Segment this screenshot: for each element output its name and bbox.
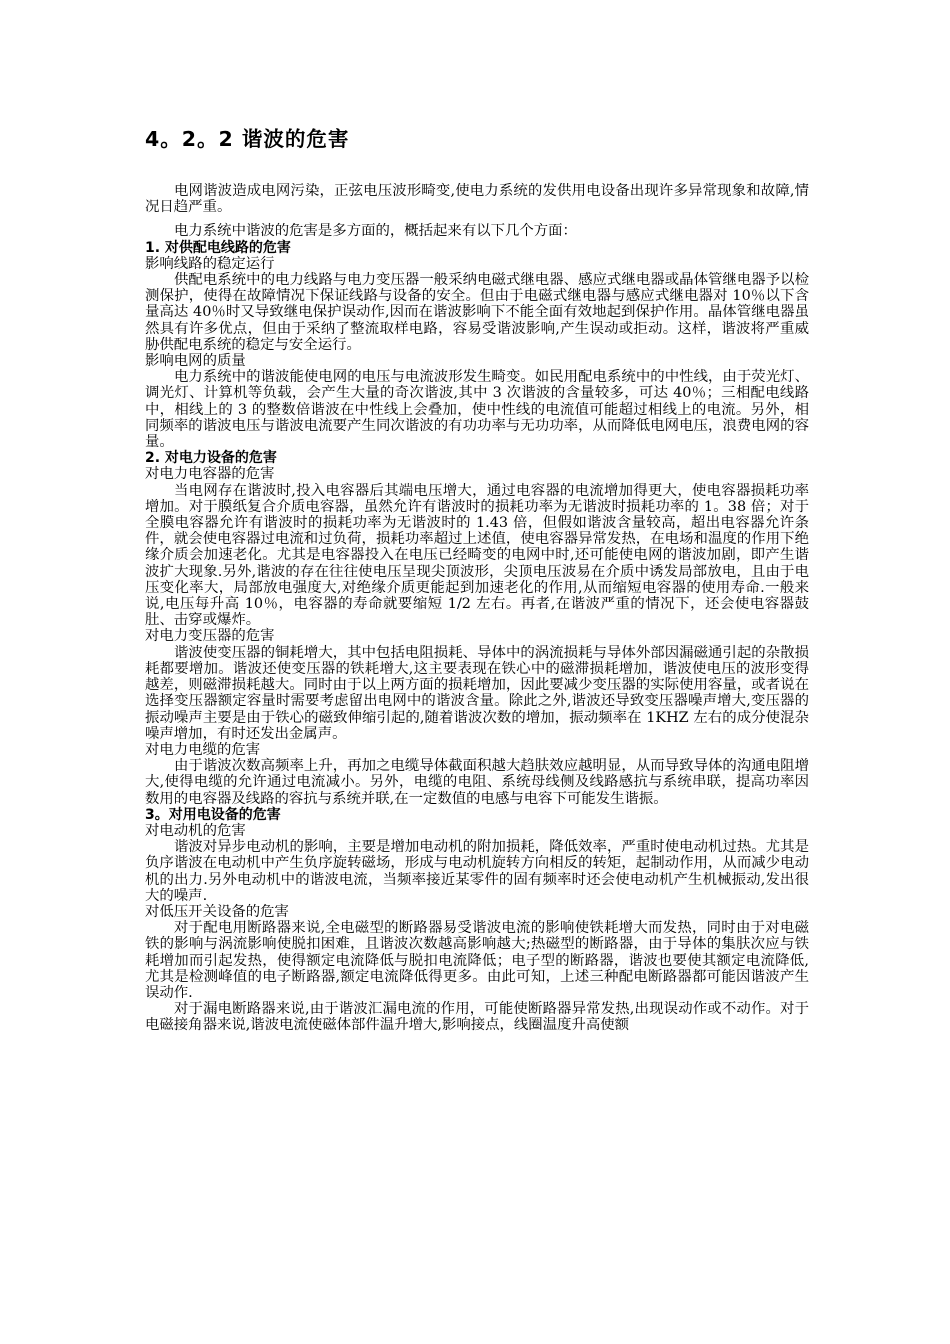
body-paragraph: 供配电系统中的电力线路与电力变压器一般采纳电磁式继电器、感应式继电器或晶体管继电器予以检测保护，使得在故障情况下保证线路与设备的安全。但由于电磁式继电器与感应式继电器对 10％以下含量高达 40％时又导致继电保护误动作,因而在谐波影响下不能全面有效地起到保护作用。晶体管继电器虽然具有许多优点，但由于采纳了整流取样电路，容易受谐波影响,产生误动或拒动。这样，谐波将严重威胁供配电系统的稳定与安全运行。 bbox=[145, 272, 809, 353]
subsection-heading: 影响电网的质量 bbox=[145, 353, 246, 370]
subsection-heading: 对电力变压器的危害 bbox=[145, 628, 275, 645]
subsection-heading: 对电力电容器的危害 bbox=[145, 466, 275, 483]
subsection-heading: 影响线路的稳定运行 bbox=[145, 255, 275, 272]
document-body bbox=[145, 183, 809, 1034]
body-paragraph: 谐波对异步电动机的影响，主要是增加电动机的附加损耗，降低效率，严重时使电动机过热。尤其是负序谐波在电动机中产生负序旋转磁场，形成与电动机旋转方向相反的转矩，起制动作用，从而减少电动机的出力.另外电动机中的谐波电流，当频率接近某零件的固有频率时还会使电动机产生机械振动,发出很大的噪声. bbox=[145, 839, 809, 904]
subsection-heading: 对电力电缆的危害 bbox=[145, 741, 261, 758]
body-paragraph: 由于谐波次数高频率上升，再加之电缆导体截面积越大趋肤效应越明显，从而导致导体的沟通电阻增大,使得电缆的允许通过电流减小。另外，电缆的电阻、系统母线侧及线路感抗与系统串联，提高功率因数用的电容器及线路的容抗与系统并联,在一定数值的电感与电容下可能发生谐振。 bbox=[145, 758, 809, 807]
section-heading: 2. 对电力设备的危害 bbox=[145, 450, 277, 467]
subsection-heading: 对电动机的危害 bbox=[145, 822, 246, 839]
page-title: 4。2。2 谐波的危害 bbox=[145, 127, 350, 151]
body-paragraph: 电力系统中的谐波能使电网的电压与电流波形发生畸变。如民用配电系统中的中性线，由于荧光灯、调光灯、计算机等负载，会产生大量的奇次谐波,其中 3 次谐波的含量较多，可达 40％；三相配电线路中，相线上的 3 的整数倍谐波在中性线上会叠加，使中性线的电流值可能超过相线上的电流。另外，相同频率的谐波电压与谐波电流要产生同次谐波的有功功率与无功功率，从而降低电网电压，浪费电网的容量。 bbox=[145, 369, 809, 451]
body-paragraph: 谐波使变压器的铜耗增大，其中包括电阻损耗、导体中的涡流损耗与导体外部因漏磁通引起的杂散损耗都要增加。谐波还使变压器的铁耗增大,这主要表现在铁心中的磁滞损耗增加，谐波使电压的波形变得越差，则磁滞损耗越大。同时由于以上两方面的损耗增加，因此要减少变压器的实际使用容量，或者说在选择变压器额定容量时需要考虑留出电网中的谐波含量。除此之外,谐波还导致变压器噪声增大,变压器的振动噪声主要是由于铁心的磁致伸缩引起的,随着谐波次数的增加，振动频率在 1KHZ 左右的成分使混杂噪声增加，有时还发出金属声。 bbox=[145, 644, 809, 742]
section-heading: 1. 对供配电线路的危害 bbox=[145, 239, 291, 256]
body-paragraph: 对于漏电断路器来说,由于谐波汇漏电流的作用，可能使断路器异常发热,出现误动作或不动作。对于电磁接角器来说,谐波电流使磁体部件温升增大,影响接点，线圈温度升高使额 bbox=[145, 1001, 809, 1034]
section-heading: 3。对用电设备的危害 bbox=[145, 806, 281, 823]
body-paragraph: 电网谐波造成电网污染，正弦电压波形畸变,使电力系统的发供用电设备出现许多异常现象和故障,情况日趋严重。 bbox=[145, 183, 809, 216]
body-paragraph: 对于配电用断路器来说,全电磁型的断路器易受谐波电流的影响使铁耗增大而发热，同时由于对电磁铁的影响与涡流影响使脱扣困难，且谐波次数越高影响越大;热磁型的断路器，由于导体的集肤次应与铁耗增加而引起发热，使得额定电流降低与脱扣电流降低；电子型的断路器，谐波也要使其额定电流降低,尤其是检测峰值的电子断路器,额定电流降低得更多。由此可知，上述三种配电断路器都可能因谐波产生误动作. bbox=[145, 920, 809, 1001]
body-paragraph: 电力系统中谐波的危害是多方面的，概括起来有以下几个方面： bbox=[174, 223, 577, 240]
body-paragraph: 当电网存在谐波时,投入电容器后其端电压增大，通过电容器的电流增加得更大，使电容器损耗功率增加。对于膜纸复合介质电容器，虽然允许有谐波时的损耗功率为无谐波时损耗功率的 1。38 倍；对于全膜电容器允许有谐波时的损耗功率为无谐波时的 1.43 倍，但假如谐波含量较高，超出电容器允许条件，就会使电容器过电流和过负荷，损耗功率超过上述值，使电容器异常发热，在电场和温度的作用下绝缘介质会加速老化。尤其是电容器投入在电压已经畸变的电网中时,还可能使电网的谐波加剧，即产生谐波扩大现象.另外,谐波的存在往往使电压呈现尖顶波形，尖顶电压波易在介质中诱发局部放电，且由于电压变化率大，局部放电强度大,对绝缘介质更能起到加速老化的作用,从而缩短电容器的使用寿命.一般来说,电压每升高 10％，电容器的寿命就要缩短 1/2 左右。再者,在谐波严重的情况下，还会使电容器鼓肚、击穿或爆炸。 bbox=[145, 482, 809, 629]
subsection-heading: 对低压开关设备的危害 bbox=[145, 903, 289, 920]
